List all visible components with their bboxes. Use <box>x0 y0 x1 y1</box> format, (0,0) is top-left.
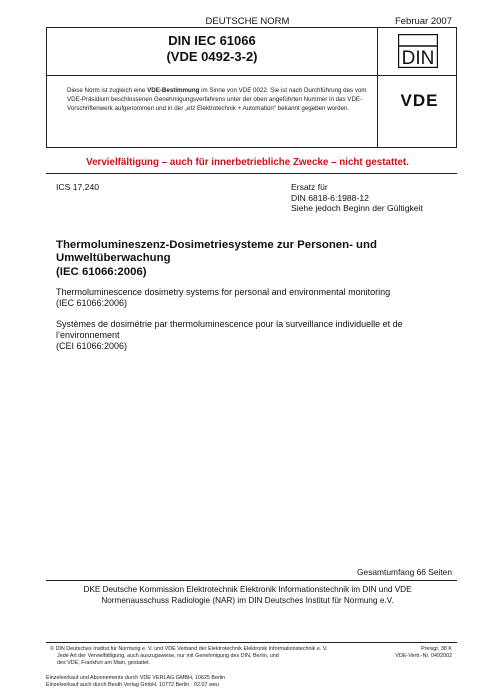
vde-distribution-number: VDE-Vertr.-Nr. 0492002 <box>395 653 452 660</box>
replacement-label: Ersatz für <box>291 182 328 192</box>
box-divider-horizontal <box>47 75 456 76</box>
total-pages: Gesamtumfang 66 Seiten <box>357 567 452 577</box>
title-french-line3: (CEI 61066:2006) <box>56 341 128 351</box>
copyright-line2: Jede Art der Vervielfältigung, auch auszugsweise, nur mit Genehmigung des DIN, Berlin, und <box>57 653 279 660</box>
title-german-line1: Thermolumineszenz-Dosimetriesysteme zur Personen- und <box>56 239 377 251</box>
vde-notice-part1: Diese Norm ist zugleich eine <box>67 87 148 94</box>
header-date: Februar 2007 <box>394 16 452 27</box>
copyright-notice <box>50 646 390 668</box>
header-standard-type: DEUTSCHE NORM <box>205 16 290 27</box>
separator-bottom <box>46 642 457 643</box>
vde-notice-part2: im Sinne von VDE 0022. Sie ist nach Durchführung des vom VDE-Präsidium beschlossenen Genehmigungsverfahrens unter der oben angeführten Nummer in das VDE-Vorschriftenwerk aufgenommen und in der „etz Elektrotechnik + Automation“ bekannt gegeben worden. <box>67 87 367 112</box>
copyright-line3: des VDE, Frankfurt am Main, gestattet. <box>57 660 151 667</box>
standard-number-din: DIN IEC 61066 <box>168 33 256 48</box>
separator-middle <box>46 580 457 581</box>
title-english-line1: Thermoluminescence dosimetry systems for personal and environmental monitoring <box>56 287 391 297</box>
replacement-info <box>291 182 423 214</box>
title-french-line1: Systèmes de dosimétrie par thermoluminescence pour la surveillance individuelle et de <box>56 319 403 329</box>
title-german-line2: Umweltüberwachung <box>56 252 171 265</box>
vde-logo <box>392 92 447 108</box>
standard-number-vde: (VDE 0492-3-2) <box>166 49 258 64</box>
copyright-line1: © DIN Deutsches Institut für Normung e. V. und VDE Verband der Elektrotechnik Elektronik Informationstechnik e. V. <box>50 646 328 652</box>
committee-nar: Normenausschuss Radiologie (NAR) im DIN Deutsches Institut für Normung e.V. <box>101 595 394 605</box>
responsible-committee <box>0 585 495 607</box>
vde-notice-bold: VDE-Bestimmung <box>147 87 200 94</box>
din-logo-text: DIN <box>401 48 435 68</box>
price-info <box>395 646 452 660</box>
vde-notice <box>67 86 367 113</box>
din-logo <box>398 34 438 68</box>
title-french-line2: l’environnement <box>56 330 120 340</box>
ics-code: ICS 17.240 <box>56 182 99 192</box>
title-english <box>56 287 451 309</box>
separator-top <box>46 173 457 174</box>
committee-dke: DKE Deutsche Kommission Elektrotechnik Elektronik Informationstechnik im DIN und VDE <box>83 585 412 594</box>
replaced-standard: DIN 6818-6:1988-12 <box>291 192 369 203</box>
sales-line1: Einzelverkauf und Abonnements durch VDE VERLAG GMBH, 10625 Berlin <box>46 675 226 681</box>
price-group: Preisgr. 38 K <box>421 646 452 652</box>
standard-number <box>47 33 377 65</box>
title-english-line2: (IEC 61066:2006) <box>56 298 128 308</box>
validity-note: Siehe jedoch Beginn der Gültigkeit <box>291 203 423 214</box>
vde-logo-text: VDE <box>400 92 439 108</box>
title-box <box>46 27 457 148</box>
copy-warning: Vervielfältigung – auch für innerbetriebliche Zwecke – nicht gestattet. <box>86 157 409 168</box>
title-german-line3: (IEC 61066:2006) <box>56 265 147 278</box>
sales-info <box>46 675 386 689</box>
title-french <box>56 319 451 352</box>
box-divider-vertical <box>377 28 378 147</box>
sales-line2: Einzelverkauf auch durch Beuth Verlag GmbH, 10772 Berlin · 02.07 weu <box>46 682 219 689</box>
title-german <box>56 239 436 279</box>
